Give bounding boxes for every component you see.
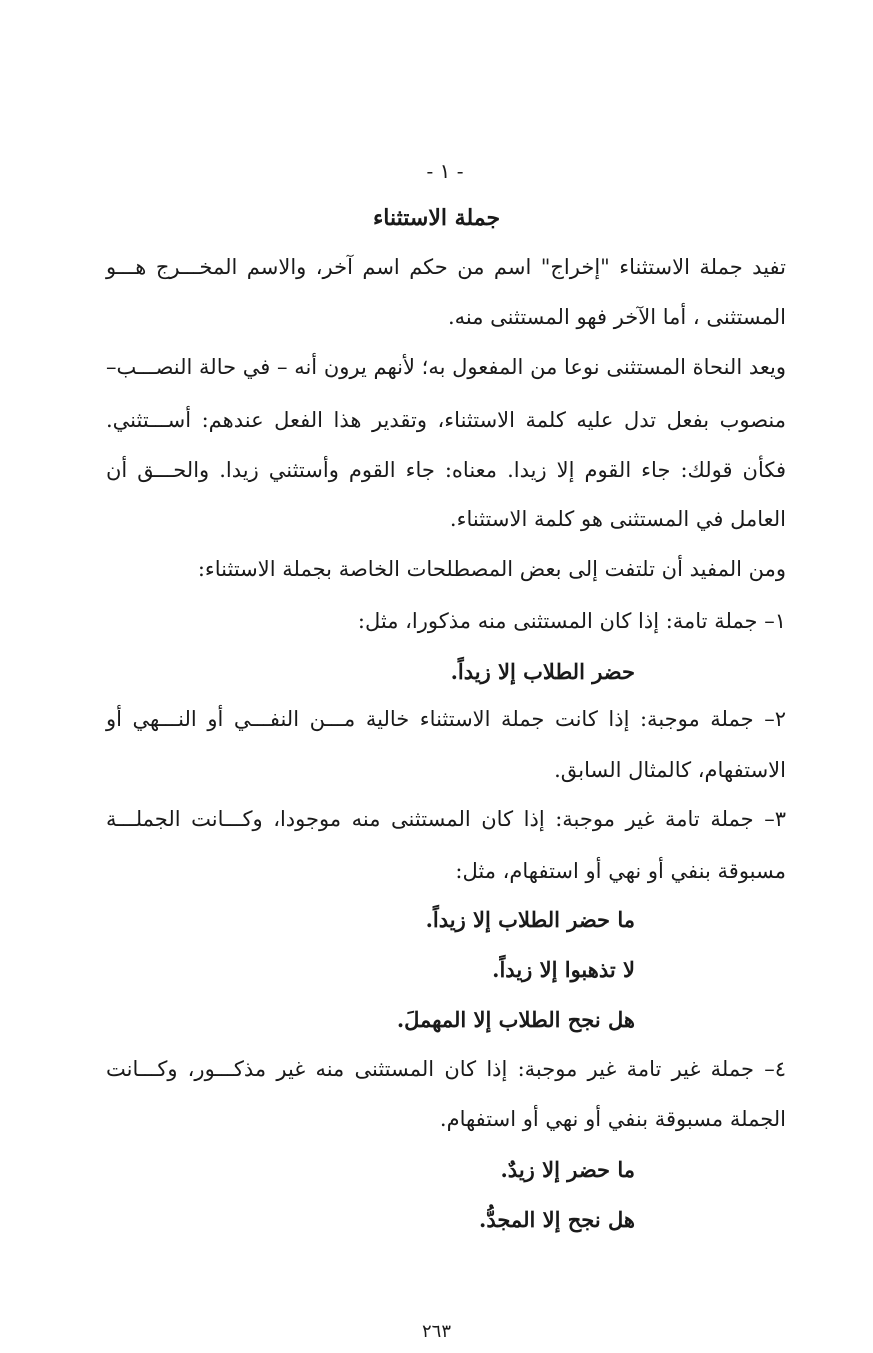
list-item: ٣– جملة تامة غير موجبة: إذا كان المستثنى منه موجودا، وكـــانت الجملـــة: [106, 807, 786, 831]
paragraph-line: منصوب بفعل تدل عليه كلمة الاستثناء، وتقدير هذا الفعل عندهم: أســـتثني.: [106, 408, 786, 432]
paragraph-line: تفيد جملة الاستثناء "إخراج" اسم من حكم اسم آخر، والاسم المخـــرج هـــو: [106, 255, 786, 279]
example-sentence: لا تذهبوا إلا زيداً.: [492, 957, 635, 982]
example-sentence: ما حضر الطلاب إلا زيداً.: [425, 907, 635, 932]
paragraph-line: المستثنى ، أما الآخر فهو المستثنى منه.: [447, 305, 786, 329]
paragraph-line: فكأن قولك: جاء القوم إلا زيدا. معناه: جاء القوم وأستثني زيدا. والحـــق أن: [106, 458, 786, 482]
paragraph-line: ومن المفيد أن تلتفت إلى بعض المصطلحات الخاصة بجملة الاستثناء:: [197, 557, 786, 581]
list-item-continuation: الاستفهام، كالمثال السابق.: [554, 758, 786, 782]
example-sentence: حضر الطلاب إلا زيداً.: [450, 659, 635, 684]
example-sentence: ما حضر إلا زيدٌ.: [500, 1157, 635, 1182]
page-number: ٢٦٣: [421, 1321, 451, 1342]
list-item: ٢– جملة موجبة: إذا كانت جملة الاستثناء خالية مـــن النفـــي أو النـــهي أو: [106, 707, 786, 731]
list-item: ٤– جملة غير تامة غير موجبة: إذا كان المستثنى منه غير مذكـــور، وكـــانت: [106, 1057, 786, 1081]
list-item-continuation: الجملة مسبوقة بنفي أو نهي أو استفهام.: [439, 1107, 786, 1131]
list-item-continuation: مسبوقة بنفي أو نهي أو استفهام، مثل:: [455, 859, 786, 883]
example-sentence: هل نجح إلا المجدُّ.: [479, 1207, 635, 1232]
section-title: جملة الاستثناء: [372, 205, 501, 231]
paragraph-line: العامل في المستثنى هو كلمة الاستثناء.: [449, 507, 786, 531]
example-sentence: هل نجح الطلاب إلا المهملَ.: [396, 1007, 635, 1032]
page-marker: - ١ -: [426, 159, 464, 183]
paragraph-line: ويعد النحاة المستثنى نوعا من المفعول به؛ لأنهم يرون أنه – في حالة النصـــب–: [106, 355, 786, 379]
list-item: ١– جملة تامة: إذا كان المستثنى منه مذكورا، مثل:: [357, 609, 786, 633]
